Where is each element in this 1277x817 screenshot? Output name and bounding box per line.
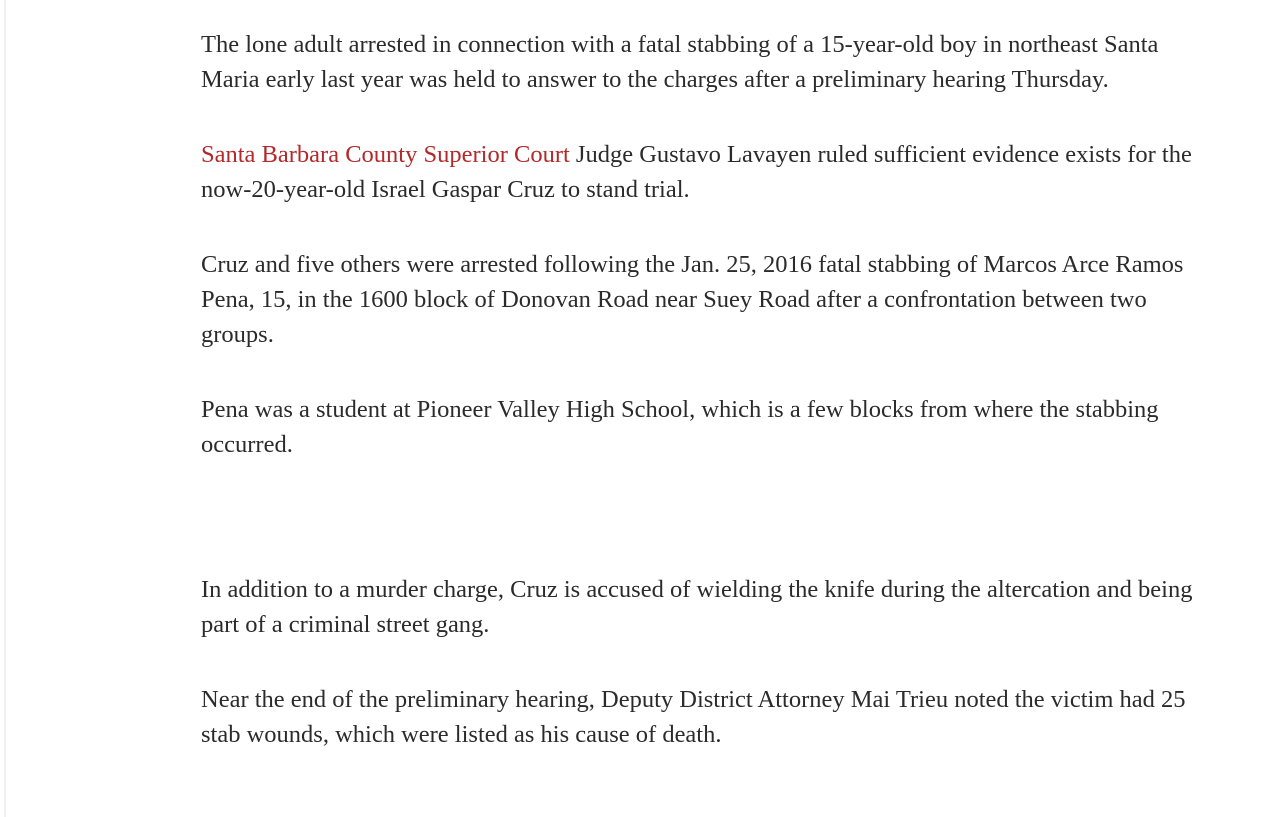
- paragraph-3: Cruz and five others were arrested following the Jan. 25, 2016 fatal stabbing of Marcos Arce Ramos Pena, 15, in the 1600 block of Donovan Road near Suey Road after a confrontation between two groups.: [201, 251, 1184, 348]
- paragraph-4: Pena was a student at Pioneer Valley High School, which is a few blocks from where the stabbing occurred.: [201, 396, 1159, 458]
- paragraph-2-text: Judge Gustavo Lavayen ruled sufficient evidence exists for the now-20-year-old Israel Gaspar Cruz to stand trial.: [201, 141, 1192, 203]
- paragraph-2: [201, 137, 1201, 207]
- paragraph-5: In addition to a murder charge, Cruz is accused of wielding the knife during the altercation and being part of a criminal street gang.: [201, 576, 1193, 638]
- superior-court-link[interactable]: Santa Barbara County Superior Court: [201, 141, 570, 168]
- paragraph-1: The lone adult arrested in connection with a fatal stabbing of a 15-year-old boy in northeast Santa Maria early last year was held to answer to the charges after a preliminary hearing Thursday.: [201, 31, 1159, 93]
- page-left-border: [4, 0, 6, 817]
- article-body: [201, 27, 1201, 792]
- paragraph-6: Near the end of the preliminary hearing, Deputy District Attorney Mai Trieu noted the victim had 25 stab wounds, which were listed as his cause of death.: [201, 686, 1186, 748]
